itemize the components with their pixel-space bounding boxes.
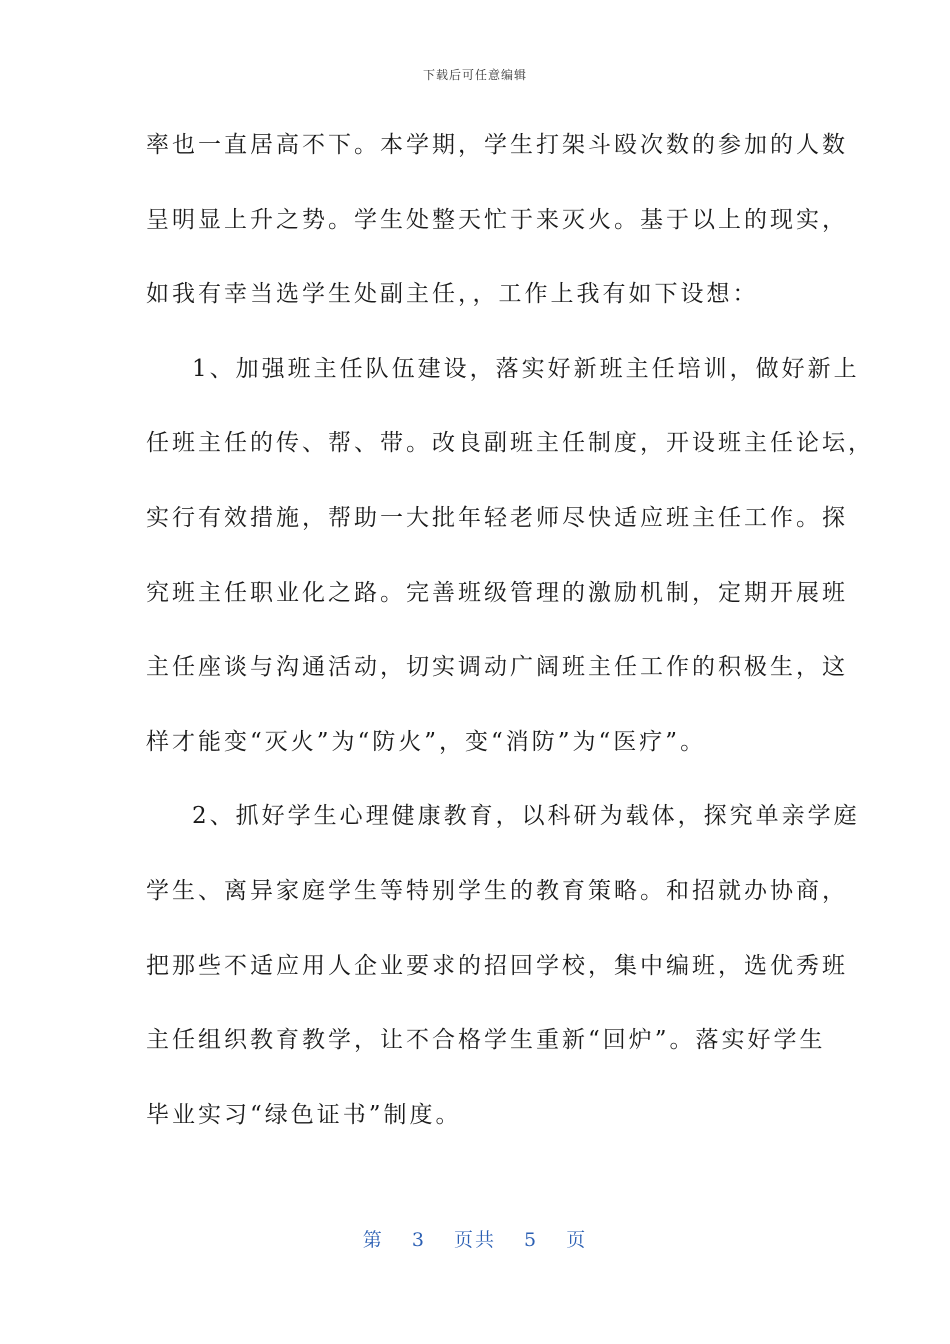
text-line: 究班主任职业化之路。完善班级管理的激励机制，定期开展班 bbox=[146, 579, 848, 606]
text-line: 任班主任的传、帮、带。改良副班主任制度，开设班主任论坛， bbox=[146, 430, 874, 457]
text-line: 毕业实习“绿色证书”制度。 bbox=[146, 1101, 462, 1128]
document-body bbox=[146, 120, 874, 1164]
current-page-number: 3 bbox=[411, 1229, 426, 1251]
text-line: 率也一直居高不下。本学期，学生打架斗殴次数的参加的人数 bbox=[146, 132, 848, 158]
header-note: 下载后可任意编辑 bbox=[422, 68, 527, 82]
paragraph-first-line: 1、加强班主任队伍建设，落实好新班主任培训，做好新上 bbox=[192, 355, 860, 382]
footer-suffix: 页 bbox=[566, 1229, 588, 1251]
page-footer bbox=[0, 1225, 950, 1252]
text-line: 学生、离异家庭学生等特别学生的教育策略。和招就办协商， bbox=[146, 877, 848, 904]
text-line: 样才能变“灭火”为“防火”，变“消防”为“医疗”。 bbox=[146, 728, 707, 755]
text-line: 实行有效措施，帮助一大批年轻老师尽快适应班主任工作。探 bbox=[146, 504, 848, 531]
footer-prefix: 第 bbox=[362, 1229, 384, 1251]
text-line: 主任组织教育教学，让不合格学生重新“回炉”。落实好学生 bbox=[146, 1027, 826, 1054]
text-line: 主任座谈与沟通活动，切实调动广阔班主任工作的积极生，这 bbox=[146, 654, 848, 681]
footer-middle: 页共 bbox=[453, 1229, 496, 1251]
text-line: 把那些不适应用人企业要求的招回学校，集中编班，选优秀班 bbox=[146, 952, 848, 979]
text-line: 呈明显上升之势。学生处整天忙于来灭火。基于以上的现实， bbox=[146, 206, 848, 233]
text-line: 如我有幸当选学生处副主任，，工作上我有如下设想： bbox=[146, 281, 759, 308]
total-page-count: 5 bbox=[524, 1229, 539, 1251]
paragraph-first-line: 2、抓好学生心理健康教育，以科研为载体，探究单亲学庭 bbox=[192, 803, 860, 830]
